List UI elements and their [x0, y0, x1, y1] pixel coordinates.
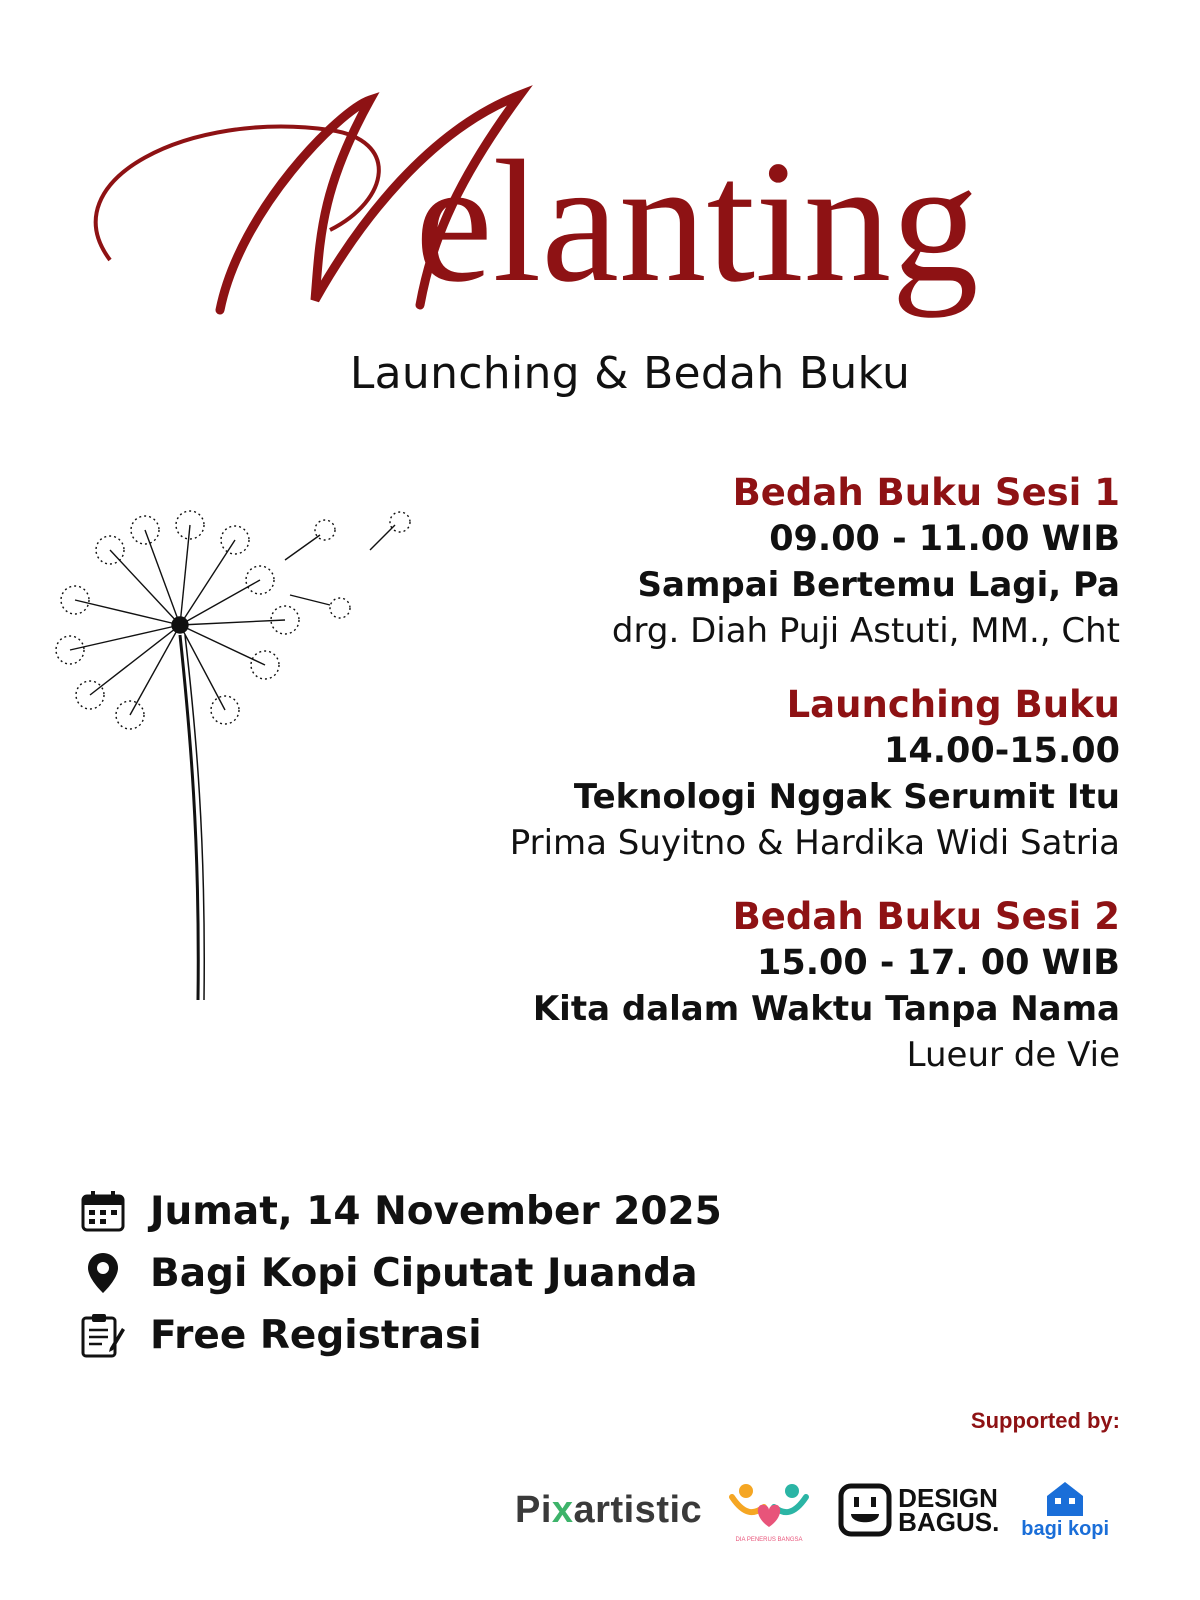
registration-row	[78, 1304, 722, 1366]
session-book: Teknologi Nggak Serumit Itu	[573, 777, 1120, 817]
bagi-kopi-text: bagi kopi	[1021, 1517, 1110, 1540]
clipboard-icon	[78, 1310, 128, 1360]
pixartistic-logo	[515, 1489, 702, 1532]
design-bagus-line1: DESIGN	[898, 1483, 998, 1513]
event-title	[70, 70, 1150, 360]
session-1	[400, 470, 1120, 654]
pixartistic-suffix: artistic	[573, 1488, 703, 1531]
event-info	[78, 1180, 722, 1366]
bagi-kopi-logo	[1021, 1480, 1109, 1541]
event-subtitle: Launching & Bedah Buku	[349, 348, 911, 399]
event-date: Jumat, 14 November 2025	[150, 1188, 722, 1234]
sponsor-logos	[515, 1470, 1135, 1550]
design-bagus-logo	[838, 1483, 999, 1537]
title-text: elanting	[415, 124, 979, 318]
session-list	[400, 470, 1120, 1106]
dandelion-illustration	[50, 510, 440, 1050]
title-flourish	[96, 127, 379, 260]
session-time: 09.00 - 11.00 WIB	[769, 519, 1120, 559]
design-bagus-line2: BAGUS.	[898, 1507, 1000, 1537]
dandelion-seeds	[285, 512, 410, 618]
pixartistic-prefix: Pi	[515, 1488, 552, 1531]
session-time: 15.00 - 17. 00 WIB	[757, 943, 1120, 983]
session-2	[400, 682, 1120, 866]
pixartistic-x: x	[551, 1488, 574, 1531]
dia-logo-text: DIA PENERUS BANGSA	[735, 1537, 803, 1543]
map-pin-icon	[78, 1248, 128, 1298]
calendar-icon	[78, 1186, 128, 1236]
session-author: Prima Suyitno & Hardika Widi Satria	[509, 823, 1120, 863]
design-bagus-smile-icon	[838, 1483, 892, 1537]
session-book: Kita dalam Waktu Tanpa Nama	[532, 989, 1120, 1029]
bagi-kopi-house-icon	[1045, 1480, 1085, 1518]
session-title: Bedah Buku Sesi 2	[732, 895, 1120, 938]
session-author: Lueur de Vie	[906, 1035, 1120, 1075]
session-author: drg. Diah Puji Astuti, MM., Cht	[611, 611, 1120, 651]
date-row	[78, 1180, 722, 1242]
session-title: Launching Buku	[786, 683, 1120, 726]
session-book: Sampai Bertemu Lagi, Pa	[637, 565, 1120, 605]
supported-by-label: Supported by:	[970, 1408, 1120, 1433]
registration-info: Free Registrasi	[150, 1312, 482, 1358]
location-row	[78, 1242, 722, 1304]
event-location: Bagi Kopi Ciputat Juanda	[150, 1250, 698, 1296]
dandelion-head	[56, 511, 299, 729]
dandelion-stem	[180, 635, 198, 1000]
event-title-svg	[70, 70, 1150, 360]
session-time: 14.00-15.00	[884, 731, 1120, 771]
session-title: Bedah Buku Sesi 1	[732, 471, 1120, 514]
dia-penerus-bangsa-logo	[724, 1475, 814, 1545]
session-3	[400, 894, 1120, 1078]
